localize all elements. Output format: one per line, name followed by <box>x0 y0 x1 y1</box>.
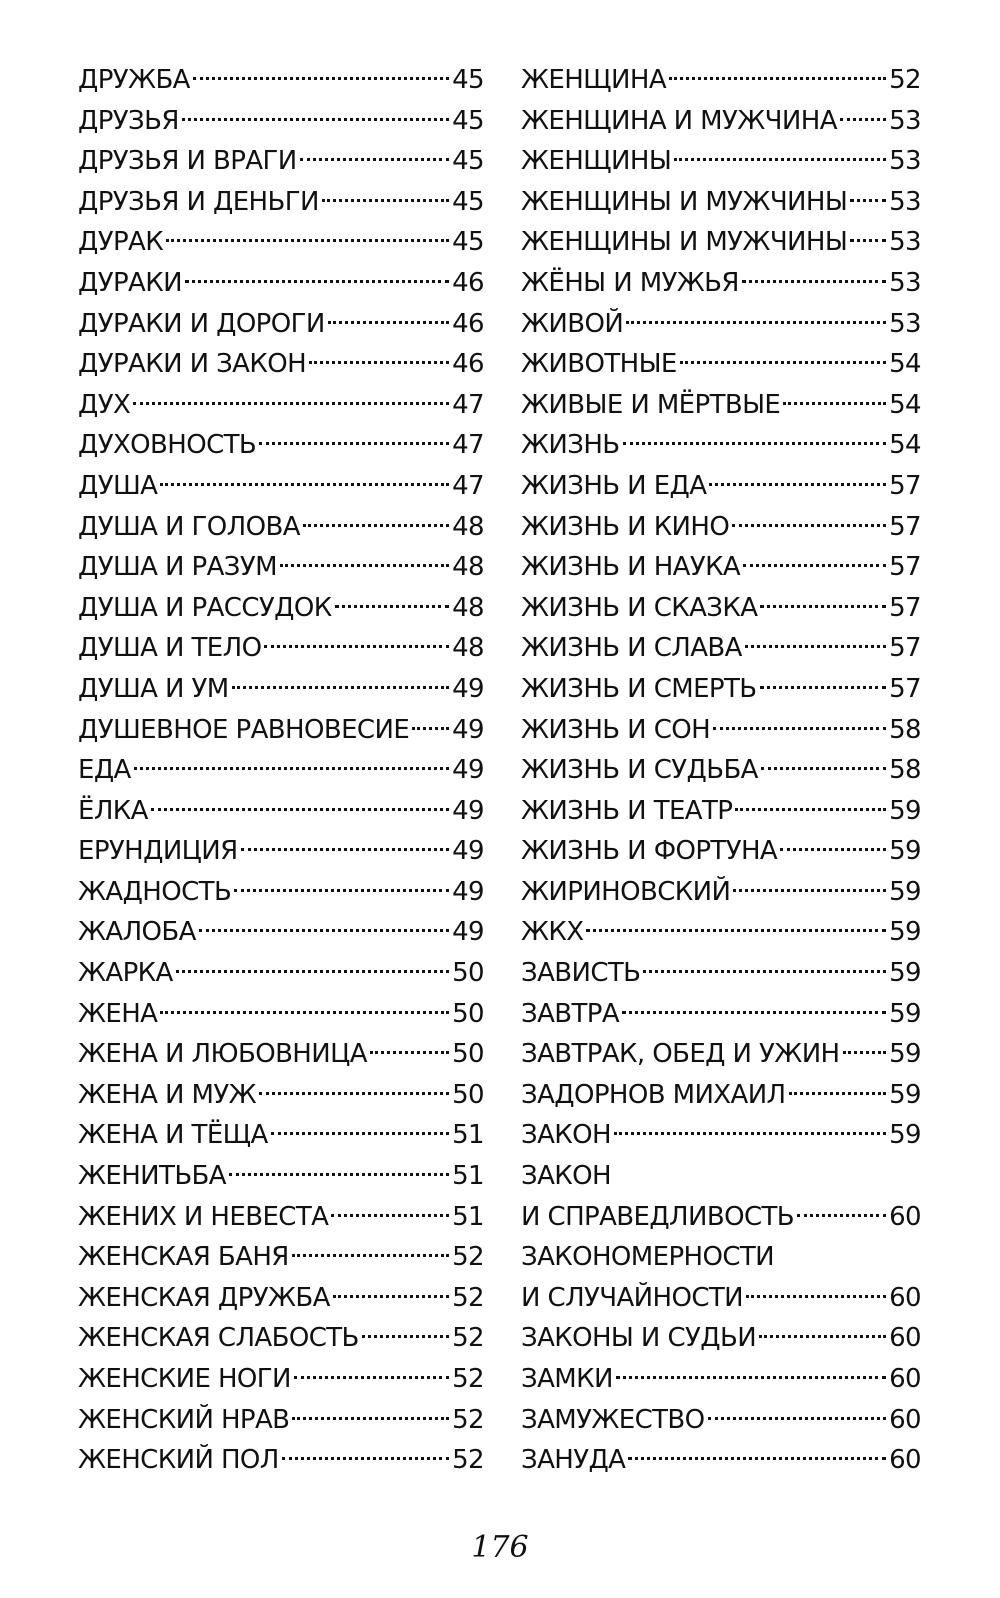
index-entry <box>78 1237 484 1278</box>
index-entry-label: ДУША И УМ <box>78 673 229 704</box>
index-entry-page: 53 <box>889 105 921 136</box>
dot-leader <box>182 118 449 121</box>
index-entry-page: 53 <box>889 186 921 217</box>
index-entry-page: 52 <box>452 1242 484 1273</box>
index-entry <box>521 507 921 548</box>
index-entry-page: 52 <box>452 1282 484 1313</box>
dot-leader <box>669 77 886 80</box>
dot-leader <box>709 483 886 486</box>
index-entry-label: ДРУЖБА <box>78 65 190 95</box>
dot-leader <box>370 1051 449 1054</box>
index-entry <box>78 1400 484 1441</box>
dot-leader <box>760 605 886 608</box>
index-entry-label: ЖЕНСКАЯ СЛАБОСТЬ <box>78 1323 359 1354</box>
index-entry <box>521 791 921 832</box>
index-entry-page: 53 <box>889 308 921 339</box>
index-entry <box>78 344 484 385</box>
index-entry <box>521 1318 921 1359</box>
index-entry-label: ЖЕНА И ТЁЩА <box>78 1120 268 1151</box>
index-entry <box>78 1440 484 1481</box>
index-entry-heading: ЗАКОН <box>521 1161 611 1192</box>
index-entry <box>78 547 484 588</box>
index-entry-label: ЖИЗНЬ И СУДЬБА <box>521 755 758 786</box>
index-entry <box>78 304 484 345</box>
index-entry <box>521 1400 921 1441</box>
dot-leader <box>331 1214 449 1217</box>
index-entry <box>521 994 921 1035</box>
index-entry <box>521 141 921 182</box>
index-entry-page: 47 <box>452 470 484 501</box>
index-entry <box>521 547 921 588</box>
index-entry-label: ЖИЗНЬ И ФОРТУНА <box>521 836 778 867</box>
index-entry-label: И СЛУЧАЙНОСТИ <box>521 1282 744 1313</box>
dot-leader <box>271 1132 449 1135</box>
index-entry-label: ЖЕНЩИНА И МУЖЧИНА <box>521 105 837 136</box>
index-entry-label: ЗАДОРНОВ МИХАИЛ <box>521 1079 786 1110</box>
index-entry-label: ДУША И РАССУДОК <box>78 592 332 623</box>
index-entry-label: ЖЁНЫ И МУЖЬЯ <box>521 267 739 298</box>
dot-leader <box>185 280 449 283</box>
index-entry-page: 57 <box>889 592 921 623</box>
index-entry-label: ДУША И РАЗУМ <box>78 552 277 583</box>
dot-leader <box>280 564 449 567</box>
index-entry <box>78 60 484 101</box>
dot-leader <box>742 280 886 283</box>
index-entry-page: 59 <box>889 1120 921 1151</box>
index-entry-label: ДУШЕВНОЕ РАВНОВЕСИЕ <box>78 714 410 745</box>
dot-leader <box>732 524 886 527</box>
index-entry-label: ЖЕНСКАЯ ДРУЖБА <box>78 1282 330 1313</box>
index-entry-label: ЖИЗНЬ И СЛАВА <box>521 633 742 664</box>
index-entry-label: ЗАМУЖЕСТВО <box>521 1404 705 1435</box>
index-column-left <box>78 60 484 1481</box>
index-entry-page: 52 <box>452 1323 484 1354</box>
index-entry <box>521 344 921 385</box>
index-entry <box>78 1115 484 1156</box>
index-entry-label: ЖИЗНЬ И КИНО <box>521 511 730 542</box>
index-entry-page: 60 <box>889 1364 921 1394</box>
index-entry-label: ДУША И ГОЛОВА <box>78 511 300 542</box>
dot-leader <box>328 321 449 324</box>
index-entry-label: ДРУЗЬЯ И ДЕНЬГИ <box>78 186 319 217</box>
index-entry-page: 49 <box>452 836 484 867</box>
index-entry-page: 58 <box>889 714 921 745</box>
index-entry <box>521 1440 921 1481</box>
index-entry-page: 46 <box>452 349 484 380</box>
index-entry <box>78 750 484 791</box>
dot-leader <box>241 848 450 851</box>
index-entry-label: ЖЕНИТЬБА <box>78 1161 226 1192</box>
index-entry-label: ДУРАКИ И ДОРОГИ <box>78 308 325 339</box>
index-entry-heading: ЗАКОНОМЕРНОСТИ <box>521 1242 775 1273</box>
index-entry-page: 57 <box>889 633 921 664</box>
index-entry <box>78 1156 484 1197</box>
index-entry-label: ДРУЗЬЯ И ВРАГИ <box>78 146 297 177</box>
index-entry <box>78 994 484 1035</box>
index-entry-page: 48 <box>452 511 484 542</box>
index-entry-label: ДУША <box>78 470 158 501</box>
index-entry-page: 59 <box>889 998 921 1029</box>
index-entry <box>521 588 921 629</box>
index-entry-label: ЖЕНЩИНЫ И МУЖЧИНЫ <box>521 186 848 217</box>
index-entry <box>78 872 484 913</box>
index-entry-page: 59 <box>889 795 921 826</box>
index-entry <box>78 101 484 142</box>
index-entry-label: ЖЕНА <box>78 998 158 1029</box>
index-entry <box>78 953 484 994</box>
index-entry <box>78 385 484 426</box>
index-entry-page: 51 <box>452 1120 484 1151</box>
dot-leader <box>760 686 887 689</box>
dot-leader <box>259 442 449 445</box>
index-entry-page: 60 <box>889 1323 921 1354</box>
dot-leader <box>303 524 449 527</box>
index-entry-label: ЖЕНА И ЛЮБОВНИЦА <box>78 1039 367 1070</box>
index-entry-label: ЖАЛОБА <box>78 917 196 948</box>
index-entry-page: 58 <box>889 755 921 786</box>
index-entry-page: 49 <box>452 917 484 948</box>
index-entry-page: 50 <box>452 1039 484 1070</box>
dot-leader <box>746 1295 886 1298</box>
index-entry-page: 57 <box>889 470 921 501</box>
index-entry <box>78 710 484 751</box>
dot-leader <box>850 199 886 202</box>
dot-leader <box>309 361 449 364</box>
index-entry <box>521 1115 921 1156</box>
index-entry <box>521 1278 921 1319</box>
index-entry <box>78 466 484 507</box>
dot-leader <box>840 118 886 121</box>
index-entry-page: 54 <box>889 430 921 461</box>
dot-leader <box>759 1335 886 1338</box>
dot-leader <box>193 77 449 80</box>
dot-leader <box>133 402 449 405</box>
index-entry-page: 48 <box>452 552 484 583</box>
dot-leader <box>199 929 449 932</box>
index-entry-label: ЗАВИСТЬ <box>521 958 641 989</box>
index-entry-page: 45 <box>452 65 484 95</box>
index-entry-label: И СПРАВЕДЛИВОСТЬ <box>521 1201 795 1232</box>
dot-leader <box>264 645 449 648</box>
index-entry <box>78 141 484 182</box>
index-entry <box>521 60 921 101</box>
index-entry-label: ЖЕНСКИЕ НОГИ <box>78 1364 291 1394</box>
index-entry-page: 52 <box>452 1445 484 1476</box>
index-entry-label: ЕРУНДИЦИЯ <box>78 836 238 867</box>
index-entry-page: 52 <box>452 1404 484 1435</box>
index-entry-page: 49 <box>452 714 484 745</box>
index-entry-label: ЖИРИНОВСКИЙ <box>521 876 731 907</box>
index-entry-label: ЖЕНСКИЙ НРАВ <box>78 1404 290 1435</box>
index-entry-page: 46 <box>452 267 484 298</box>
dot-leader <box>628 1457 886 1460</box>
dot-leader <box>614 1132 886 1135</box>
dot-leader <box>160 1011 449 1014</box>
index-entry <box>521 222 921 263</box>
dot-leader <box>166 239 449 242</box>
dot-leader <box>229 1173 449 1176</box>
dot-leader <box>322 199 449 202</box>
index-entry <box>78 1075 484 1116</box>
index-entry-page: 57 <box>889 673 921 704</box>
dot-leader <box>783 402 886 405</box>
dot-leader <box>586 929 886 932</box>
dot-leader <box>733 889 886 892</box>
dot-leader <box>282 1457 449 1460</box>
dot-leader <box>616 1376 886 1379</box>
index-entry-label: ЖЕНСКАЯ БАНЯ <box>78 1242 289 1273</box>
dot-leader <box>335 605 450 608</box>
index-entry <box>78 263 484 304</box>
dot-leader <box>294 1376 449 1379</box>
index-entry-page: 49 <box>452 876 484 907</box>
index-entry-label: ЖИВОТНЫЕ <box>521 349 677 380</box>
index-entry <box>78 1359 484 1400</box>
index-entry <box>521 710 921 751</box>
index-entry-page: 57 <box>889 511 921 542</box>
index-entry-page: 51 <box>452 1161 484 1192</box>
index-entry-page: 53 <box>889 146 921 177</box>
index-entry-label: ДУРАК <box>78 227 164 258</box>
index-entry-page: 53 <box>889 227 921 258</box>
index-entry-page: 45 <box>452 105 484 136</box>
index-entry <box>521 1075 921 1116</box>
index-entry-page: 52 <box>452 1364 484 1394</box>
index-entry-page: 59 <box>889 876 921 907</box>
dot-leader <box>160 483 449 486</box>
index-entry <box>78 1318 484 1359</box>
index-entry-page: 57 <box>889 552 921 583</box>
dot-leader <box>674 158 886 161</box>
index-entry <box>521 831 921 872</box>
index-entry-label: ЁЛКА <box>78 795 148 826</box>
index-entry <box>521 669 921 710</box>
dot-leader <box>735 808 886 811</box>
index-entry-page: 48 <box>452 633 484 664</box>
index-column-right <box>521 60 921 1481</box>
index-entry <box>521 466 921 507</box>
dot-leader <box>789 1092 887 1095</box>
index-entry-page: 51 <box>452 1201 484 1232</box>
dot-leader <box>626 321 886 324</box>
index-entry-label: ДУХ <box>78 389 131 420</box>
dot-leader <box>708 1417 887 1420</box>
index-entry-label: ЖЕНИХ И НЕВЕСТА <box>78 1201 329 1232</box>
dot-leader <box>843 1051 887 1054</box>
index-entry-page: 53 <box>889 267 921 298</box>
index-entry-page: 59 <box>889 917 921 948</box>
index-entry-label: ЖИЗНЬ <box>521 430 620 461</box>
index-entry-page: 50 <box>452 958 484 989</box>
dot-leader <box>743 564 886 567</box>
index-entry <box>521 1359 921 1400</box>
index-entry-page: 60 <box>889 1282 921 1313</box>
index-entry-label: ДУРАКИ <box>78 267 182 298</box>
dot-leader <box>797 1214 886 1217</box>
index-entry <box>78 628 484 669</box>
index-entry-label: ЗАКОН <box>521 1120 611 1151</box>
index-entry-label: ЖЕНА И МУЖ <box>78 1079 257 1110</box>
index-entry-page: 50 <box>452 1079 484 1110</box>
index-entry-page: 54 <box>889 389 921 420</box>
index-entry-page: 47 <box>452 430 484 461</box>
index-entry-label: ЖКХ <box>521 917 584 948</box>
index-entry <box>78 912 484 953</box>
index-entry-label: ЖЕНЩИНЫ И МУЖЧИНЫ <box>521 227 848 258</box>
dot-leader <box>680 361 886 364</box>
index-entry-page: 48 <box>452 592 484 623</box>
index-entry-page: 60 <box>889 1404 921 1435</box>
dot-leader <box>232 686 450 689</box>
index-entry-page: 60 <box>889 1445 921 1476</box>
dot-leader <box>333 1295 449 1298</box>
index-entry-page: 52 <box>889 65 921 95</box>
index-entry <box>78 588 484 629</box>
index-entry <box>521 263 921 304</box>
index-entry-page: 49 <box>452 673 484 704</box>
index-entry-label: ЕДА <box>78 755 131 786</box>
index-entry-label: ЖИЗНЬ И НАУКА <box>521 552 741 583</box>
dot-leader <box>300 158 450 161</box>
index-entry <box>78 425 484 466</box>
index-entry-page: 59 <box>889 1079 921 1110</box>
index-entry-page: 54 <box>889 349 921 380</box>
dot-leader <box>292 1254 449 1257</box>
index-entry-label: ЖИЗНЬ И СКАЗКА <box>521 592 758 623</box>
page-number: 176 <box>471 1530 529 1565</box>
index-entry-label: ЖИЗНЬ И ТЕАТР <box>521 795 733 826</box>
index-entry-page: 46 <box>452 308 484 339</box>
index-entry-label: ЖИЗНЬ И СМЕРТЬ <box>521 673 757 704</box>
dot-leader <box>622 1011 886 1014</box>
index-entry-page: 49 <box>452 755 484 786</box>
dot-leader <box>713 727 886 730</box>
index-entry-label: ЗАВТРАК, ОБЕД И УЖИН <box>521 1039 840 1070</box>
index-entry <box>78 182 484 223</box>
index-entry <box>78 1197 484 1238</box>
dot-leader <box>745 645 886 648</box>
index-entry-page: 45 <box>452 227 484 258</box>
index-entry-label: ЖЕНЩИНА <box>521 65 667 95</box>
dot-leader <box>259 1092 449 1095</box>
index-entry <box>521 750 921 791</box>
index-entry <box>78 507 484 548</box>
dot-leader <box>412 727 449 730</box>
index-entry <box>521 385 921 426</box>
index-entry <box>78 669 484 710</box>
index-entry-label: ЖИЗНЬ И СОН <box>521 714 711 745</box>
index-entry <box>521 872 921 913</box>
index-entry <box>521 1034 921 1075</box>
index-entry <box>78 222 484 263</box>
index-entry-label: ЖЕНСКИЙ ПОЛ <box>78 1445 279 1476</box>
index-entry <box>521 953 921 994</box>
index-entry <box>521 101 921 142</box>
index-entry-page: 59 <box>889 836 921 867</box>
index-entry <box>78 831 484 872</box>
index-entry-label: ДУРАКИ И ЗАКОН <box>78 349 307 380</box>
index-entry <box>521 182 921 223</box>
index-entry <box>521 425 921 466</box>
index-entry-page: 60 <box>889 1201 921 1232</box>
index-entry-label: ЗАНУДА <box>521 1445 626 1476</box>
dot-leader <box>623 442 887 445</box>
dot-leader <box>176 970 449 973</box>
index-entry <box>521 912 921 953</box>
index-entry <box>78 791 484 832</box>
index-entry-page: 59 <box>889 1039 921 1070</box>
index-entry-label: ЖИВЫЕ И МЁРТВЫЕ <box>521 389 781 420</box>
index-entry-label: ДУША И ТЕЛО <box>78 633 262 664</box>
dot-leader <box>643 970 886 973</box>
index-entry-label: ЖЕНЩИНЫ <box>521 146 672 177</box>
index-entry <box>78 1278 484 1319</box>
index-entry-label: ЖАРКА <box>78 958 173 989</box>
index-entry-page: 45 <box>452 186 484 217</box>
dot-leader <box>134 767 449 770</box>
index-entry <box>521 304 921 345</box>
index-entry-page: 49 <box>452 795 484 826</box>
dot-leader <box>761 767 886 770</box>
index-entry-label: ЗАКОНЫ И СУДЬИ <box>521 1323 757 1354</box>
index-entry-label: ЗАМКИ <box>521 1364 613 1394</box>
index-entry-label: ЗАВТРА <box>521 998 620 1029</box>
index-entry-page: 50 <box>452 998 484 1029</box>
dot-leader <box>850 239 886 242</box>
dot-leader <box>362 1335 449 1338</box>
dot-leader <box>780 848 886 851</box>
index-entry-label: ЖИВОЙ <box>521 308 624 339</box>
index-entry-label: ЖИЗНЬ И ЕДА <box>521 470 707 501</box>
index-entry <box>78 1034 484 1075</box>
index-entry-page: 47 <box>452 389 484 420</box>
index-entry-label: ДУХОВНОСТЬ <box>78 430 257 461</box>
index-entry-label: ДРУЗЬЯ <box>78 105 179 136</box>
index-entry-label: ЖАДНОСТЬ <box>78 876 232 907</box>
index-entry <box>521 628 921 669</box>
index-entry-page: 59 <box>889 958 921 989</box>
index-entry <box>521 1197 921 1238</box>
index-entry-page: 45 <box>452 146 484 177</box>
dot-leader <box>234 889 449 892</box>
dot-leader <box>292 1417 449 1420</box>
dot-leader <box>151 808 449 811</box>
